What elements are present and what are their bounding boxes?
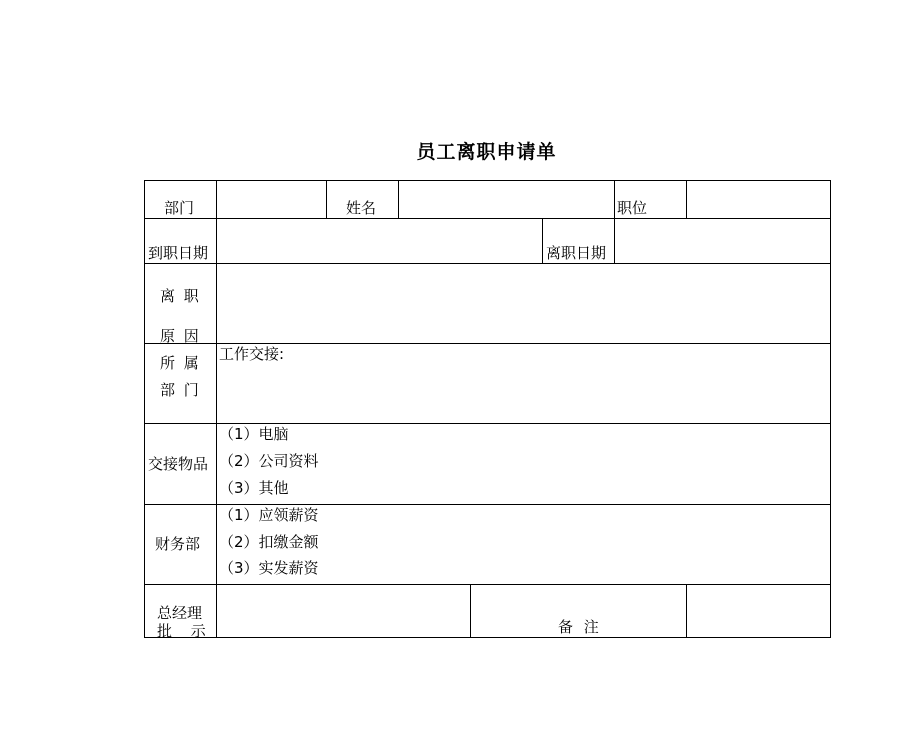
- department-label: 部门: [164, 199, 195, 217]
- gm-approval-label-line1: 总经理: [157, 604, 203, 622]
- handover-item-other: （3）其他: [219, 479, 289, 497]
- row1-divider-c: [614, 180, 615, 219]
- reason-label-line1: 离 职: [160, 287, 199, 305]
- row2-divider-a: [542, 218, 543, 264]
- work-handover-text: 工作交接:: [219, 345, 285, 363]
- handover-items-label: 交接物品: [148, 455, 209, 473]
- gm-approval-label-line2: 批 示: [157, 622, 206, 640]
- row-divider-3: [144, 343, 831, 344]
- work-handover-field[interactable]: [217, 366, 830, 423]
- table-border-left: [144, 180, 145, 638]
- position-label: 职位: [617, 199, 648, 217]
- name-label: 姓名: [346, 199, 377, 217]
- finance-item-net-salary: （3）实发薪资: [219, 559, 319, 577]
- handover-item-computer: （1）电脑: [219, 425, 289, 443]
- leave-date-label: 离职日期: [546, 244, 607, 262]
- leave-date-field[interactable]: [615, 219, 830, 263]
- table-border-right: [830, 180, 831, 638]
- join-date-label: 到职日期: [148, 244, 209, 262]
- row-divider-4: [144, 423, 831, 424]
- finance-item-deductions: （2）扣缴金额: [219, 533, 319, 551]
- finance-dept-label: 财务部: [155, 535, 201, 553]
- remarks-label: 备 注: [558, 618, 599, 636]
- reason-field[interactable]: [217, 264, 830, 343]
- belong-dept-label-line1: 所 属: [160, 354, 199, 372]
- department-field[interactable]: [217, 181, 326, 218]
- name-field[interactable]: [399, 181, 614, 218]
- row-divider-5: [144, 504, 831, 505]
- row7-divider-a: [470, 584, 471, 638]
- belong-dept-label-line2: 部 门: [160, 381, 199, 399]
- position-field[interactable]: [687, 181, 830, 218]
- form-title: 员工离职申请单: [416, 141, 557, 163]
- table-border-bottom: [144, 637, 831, 638]
- gm-approval-field[interactable]: [217, 585, 470, 637]
- handover-item-company-docs: （2）公司资料: [219, 452, 319, 470]
- remarks-field[interactable]: [687, 585, 830, 637]
- join-date-field[interactable]: [217, 219, 542, 263]
- reason-label-line2: 原 因: [160, 327, 199, 345]
- row1-divider-a: [326, 180, 327, 219]
- finance-item-salary-due: （1）应领薪资: [219, 506, 319, 524]
